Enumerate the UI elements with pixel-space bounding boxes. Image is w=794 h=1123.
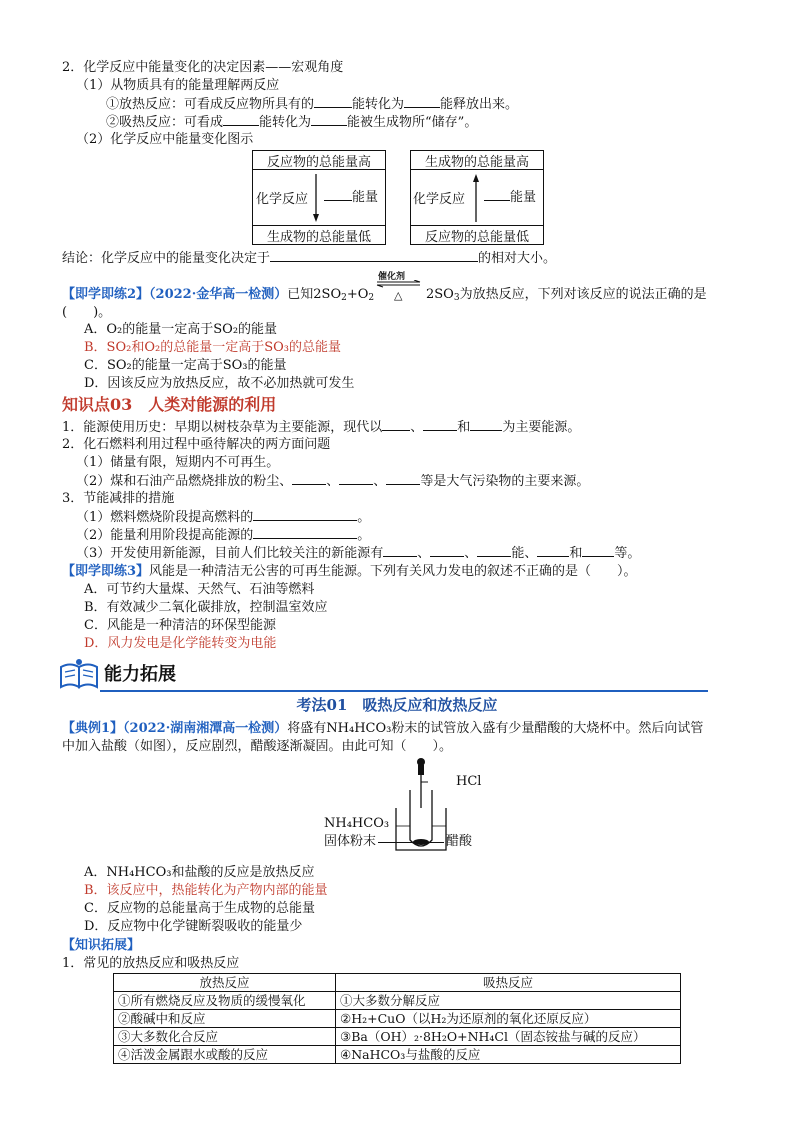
practice-2-option-a: A．O₂的能量一定高于SO₂的能量: [84, 322, 278, 337]
k03-line-3a: （1）燃料燃烧阶段提高燃料的 。: [76, 510, 371, 525]
left-top-label: 反应物的总能量高: [266, 155, 371, 170]
practice-3-stem: 【即学即练3】风能是一种清洁无公害的可再生能源。下列有关风力发电的叙述不正确的是（ ）。: [62, 564, 637, 579]
section-2-p2: （2）化学反应中能量变化图示: [76, 132, 254, 147]
practice-2-option-c: C．SO₂的能量一定高于SO₃的能量: [84, 358, 287, 373]
practice-3-option-d: D．风力发电是化学能转变为电能: [84, 636, 277, 651]
practice-2-option-d: D．因该反应为放热反应，故不必加热就可发生: [84, 376, 355, 391]
k03-line-2: 2．化石燃料利用过程中亟待解决的两方面问题: [62, 437, 331, 452]
banner-title: 能力拓展: [104, 664, 176, 685]
banner-rule: [100, 690, 708, 692]
table-row: [114, 1046, 681, 1064]
figure-label-nh4hco3: NH₄HCO₃: [324, 816, 390, 831]
practice-2-stem: 【即学即练2】（2022·金华高一检测）已知$2SO_2+O_2$: [62, 287, 375, 303]
table-header-row: [114, 974, 681, 992]
example-1-option-c: C．反应物的总能量高于生成物的总能量: [84, 901, 315, 916]
figure-powder-leader: [378, 842, 416, 843]
table-row: [114, 992, 681, 1010]
table-header-exothermic: 放热反应: [114, 974, 336, 992]
section-2-p1: （1）从物质具有的能量理解两反应: [76, 78, 280, 93]
k03-line-1: 1．能源使用历史：早期以树枝杂草为主要能源，现代以 、 和 为主要能源。: [62, 420, 581, 435]
table-cell: ③大多数化合反应: [114, 1028, 336, 1046]
section-2-title: 2．化学反应中能量变化的决定因素——宏观角度: [62, 60, 344, 75]
example-1-option-b: B．该反应中，热能转化为产物内部的能量: [84, 883, 328, 898]
left-reaction-label: 化学反应: [256, 192, 309, 207]
figure-label-hcl: HCl: [456, 774, 482, 789]
book-icon: [58, 657, 100, 691]
example-1-option-a: A．NH₄HCO₃和盐酸的反应是放热反应: [84, 865, 315, 880]
table-cell: ②H₂+CuO（以H₂为还原剂的氧化还原反应）: [336, 1010, 681, 1028]
practice-2-stem-end: $2SO_3$为放热反应，下列对该反应的说法正确的是: [426, 287, 707, 303]
table-cell: ③Ba（OH）₂·8H₂O+NH₄Cl（固态铵盐与碱的反应）: [336, 1028, 681, 1046]
example-1-stem-2: 中加入盐酸（如图），反应剧烈，醋酸逐渐凝固。由此可知（ ）。: [62, 739, 453, 754]
practice-3-option-b: B．有效减少二氧化碳排放，控制温室效应: [84, 600, 328, 615]
practice-3-option-a: A．可节约大量煤、天然气、石油等燃料: [84, 582, 315, 597]
right-bottom-label: 反应物的总能量低: [424, 230, 529, 245]
method-01-title: 考法01 吸热反应和放热反应: [296, 696, 498, 714]
reaction-types-table: [113, 973, 681, 1064]
k03-line-3c: （3）开发使用新能源，目前人们比较关注的新能源有 、 、 能、 和 等。: [76, 546, 641, 561]
table-cell: ①大多数分解反应: [336, 992, 681, 1010]
up-arrow-icon: [470, 172, 482, 224]
conclusion: 结论：化学反应中的能量变化决定于 的相对大小。: [62, 251, 557, 266]
section-2-p1b: ②吸热反应：可看成 能转化为 能被生成物所“储存”。: [106, 115, 478, 130]
example-1-stem-1: 【典例1】（2022·湖南湘潭高一检测）将盛有NH₄HCO₃粉末的试管放入盛有少量醋酸的大烧杯中。然后向试管: [62, 721, 704, 736]
catalyst-label: 催化剂: [378, 272, 406, 282]
right-top-label: 生成物的总能量高: [424, 155, 529, 170]
table-header-endothermic: 吸热反应: [336, 974, 681, 992]
table-cell: ④NaHCO₃与盐酸的反应: [336, 1046, 681, 1064]
k03-line-3: 3．节能减排的措施: [62, 491, 175, 506]
knowledge-point-03-heading: 知识点03 人类对能源的利用: [62, 395, 277, 414]
table-row: [114, 1010, 681, 1028]
section-2-p1a: ①放热反应：可看成反应物所具有的 能转化为 能释放出来。: [106, 97, 519, 112]
example-1-option-d: D．反应物中化学键断裂吸收的能量少: [84, 919, 303, 934]
practice-3-option-c: C．风能是一种清洁的环保型能源: [84, 618, 276, 633]
right-energy: 能量: [484, 188, 536, 207]
down-arrow-icon: [310, 172, 322, 224]
figure-label-acetic: 醋酸: [446, 834, 473, 849]
table-cell: ④活泼金属跟水或酸的反应: [114, 1046, 336, 1064]
practice-2-paren: ( )。: [62, 305, 112, 320]
practice-2-option-b: B．SO₂和O₂的总能量一定高于SO₃的总能量: [84, 340, 341, 355]
k03-line-2b: （2）煤和石油产品燃烧排放的粉尘、 、 、 等是大气污染物的主要来源。: [76, 474, 590, 489]
table-row: [114, 1028, 681, 1046]
table-cell: ②酸碱中和反应: [114, 1010, 336, 1028]
delta-label: △: [394, 289, 403, 302]
left-energy: 能量: [324, 188, 378, 207]
figure-acetic-leader: [428, 842, 444, 843]
knowledge-extension-line-1: 1．常见的放热反应和吸热反应: [62, 956, 240, 971]
k03-line-2a: （1）储量有限，短期内不可再生。: [76, 455, 280, 470]
table-cell: ①所有燃烧反应及物质的缓慢氧化: [114, 992, 336, 1010]
right-reaction-label: 化学反应: [413, 192, 466, 207]
left-bottom-label: 生成物的总能量低: [266, 230, 371, 245]
figure-label-powder: 固体粉末: [324, 834, 377, 849]
k03-line-3b: （2）能量利用阶段提高能源的 。: [76, 528, 371, 543]
knowledge-extension-tag: 【知识拓展】: [62, 938, 141, 953]
